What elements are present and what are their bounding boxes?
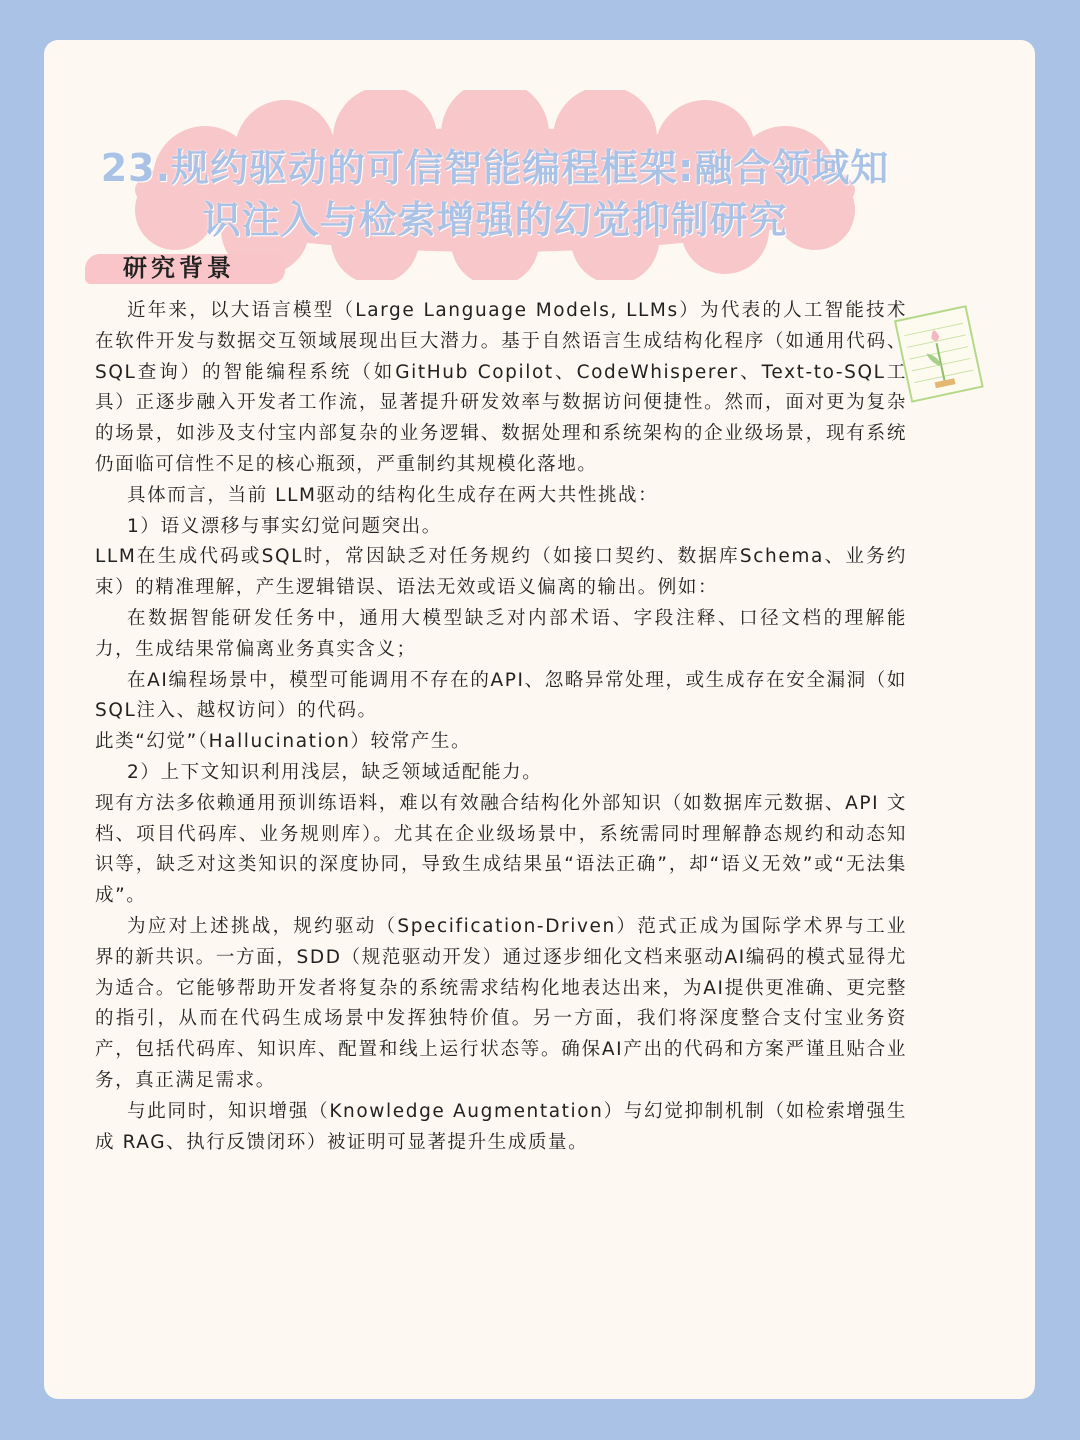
section-heading: [85, 250, 235, 284]
paragraph: 2）上下文知识利用浅层，缺乏领域适配能力。: [127, 761, 543, 783]
paragraph: 具体而言，当前 LLM驱动的结构化生成存在两大共性挑战：: [127, 484, 659, 506]
paragraph: 在AI编程场景中，模型可能调用不存在的API、忽略异常处理，或生成存在安全漏洞（如SQL注入、越权访问）的代码。: [95, 669, 907, 722]
page-title: 23.规约驱动的可信智能编程框架:融合领域知识注入与检索增强的幻觉抑制研究: [100, 146, 890, 242]
paragraph: 为应对上述挑战，规约驱动（Specification-Driven）范式正成为国际学术界与工业界的新共识。一方面，SDD（规范驱动开发）通过逐步细化文档来驱动AI编码的模式显得尤为适合。它能够帮助开发者将复杂的系统需求结构化地表达出来，为AI提供更准确、更完整的指引，从而在代码生成场景中发挥独特价值。另一方面，我们将深度整合支付宝业务资产，包括代码库、知识库、配置和线上运行状态等。确保AI产出的代码和方案严谨且贴合业务，真正满足需求。: [95, 915, 907, 1091]
paragraph: 近年来，以大语言模型（Large Language Models, LLMs）为代表的人工智能技术在软件开发与数据交互领域展现出巨大潜力。基于自然语言生成结构化程序（如通用代码、SQL查询）的智能编程系统（如GitHub Copilot、CodeWhisperer、Text-to-SQL工具）正逐步融入开发者工作流，显著提升研发效率与数据访问便捷性。然而，面对更为复杂的场景，如涉及支付宝内部复杂的业务逻辑、数据处理和系统架构的企业级场景，现有系统仍面临可信性不足的核心瓶颈，严重制约其规模化落地。: [95, 300, 907, 475]
paragraph: 1）语义漂移与事实幻觉问题突出。: [127, 515, 442, 537]
paragraph: 此类“幻觉”（Hallucination）较常产生。: [95, 731, 472, 753]
body-text: [95, 296, 907, 1158]
paragraph: 与此同时，知识增强（Knowledge Augmentation）与幻觉抑制机制（如检索增强生成 RAG、执行反馈闭环）被证明可显著提升生成质量。: [95, 1100, 907, 1153]
paragraph: LLM在生成代码或SQL时，常因缺乏对任务规约（如接口契约、数据库Schema、业务约束）的精准理解，产生逻辑错误、语法无效或语义偏离的输出。例如：: [95, 546, 907, 599]
section-heading-label: 研究背景: [123, 254, 235, 282]
paragraph: 在数据智能研发任务中，通用大模型缺乏对内部术语、字段注释、口径文档的理解能力，生成结果常偏离业务真实含义；: [95, 607, 907, 660]
paragraph: 现有方法多依赖通用预训练语料，难以有效融合结构化外部知识（如数据库元数据、API 文档、项目代码库、业务规则库）。尤其在企业级场景中，系统需同时理解静态规约和动态知识等，缺乏对这类知识的深度协同，导致生成结果虽“语法正确”，却“语义无效”或“无法集成”。: [95, 792, 907, 907]
